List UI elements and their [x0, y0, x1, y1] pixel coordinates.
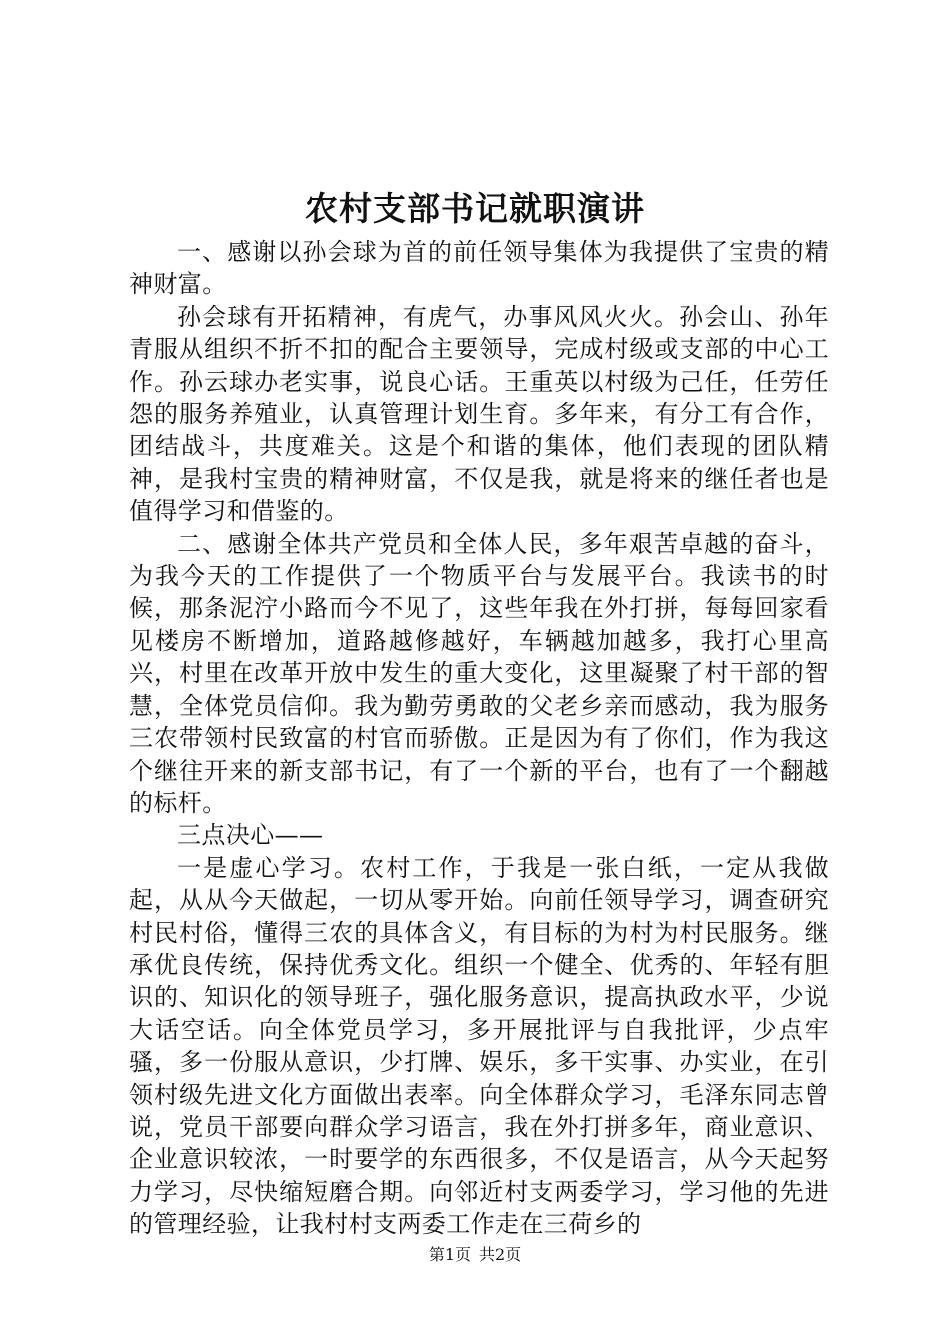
paragraph: 三点决心—— [177, 821, 324, 850]
paragraph: 二、感谢全体共产党员和全体人民，多年艰苦卓越的奋斗，为我今天的工作提供了一个物质平台与发展平台。我读书的时候，那条泥泞小路而今不见了，这些年我在外打拼，每每回家看见楼房不断增加，道路越修越好，车辆越加越多，我打心里高兴，村里在改革开放中发生的重大变化，这里凝聚了村干部的智慧，全体党员信仰。我为勤劳勇敢的父老乡亲而感动，我为服务三农带领村民致富的村官而骄傲。正是因为有了你们，作为我这个继往开来的新支部书记，有了一个新的平台，也有了一个翻越的标杆。 [129, 529, 829, 817]
paragraph: 孙会球有开拓精神，有虎气，办事风风火火。孙会山、孙年青服从组织不折不扣的配合主要领导，完成村级或支部的中心工作。孙云球办老实事，说良心话。王重英以村级为己任，任劳任怨的服务养殖业，认真管理计划生育。多年来，有分工有合作，团结战斗，共度难关。这是个和谐的集体，他们表现的团队精神，是我村宝贵的精神财富，不仅是我，就是将来的继任者也是值得学习和借鉴的。 [129, 302, 829, 526]
page-total: 共2页 [479, 1245, 522, 1264]
document-body [129, 236, 829, 1241]
page-footer [0, 1244, 950, 1266]
paragraph: 一是虚心学习。农村工作，于我是一张白纸，一定从我做起，从从今天做起，一切从零开始。向前任领导学习，调查研究村民村俗，懂得三农的具体含义，有目标的为村为村民服务。继承优良传统，保持优秀文化。组织一个健全、优秀的、年轻有胆识的、知识化的领导班子，强化服务意识，提高执政水平，少说大话空话。向全体党员学习，多开展批评与自我批评，少点牢骚，多一份服从意识，少打牌、娱乐，多干实事、办实业，在引领村级先进文化方面做出表率。向全体群众学习，毛泽东同志曾说，党员干部要向群众学习语言，我在外打拼多年，商业意识、企业意识较浓，一时要学的东西很多，不仅是语言，从今天起努力学习，尽快缩短磨合期。向邻近村支两委学习，学习他的先进的管理经验，让我村村支两委工作走在三荷乡的 [129, 853, 829, 1239]
document-title: 农村支部书记就职演讲 [305, 189, 645, 228]
page-number: 第1页 [428, 1245, 471, 1264]
paragraph: 一、感谢以孙会球为首的前任领导集体为我提供了宝贵的精神财富。 [129, 238, 829, 299]
